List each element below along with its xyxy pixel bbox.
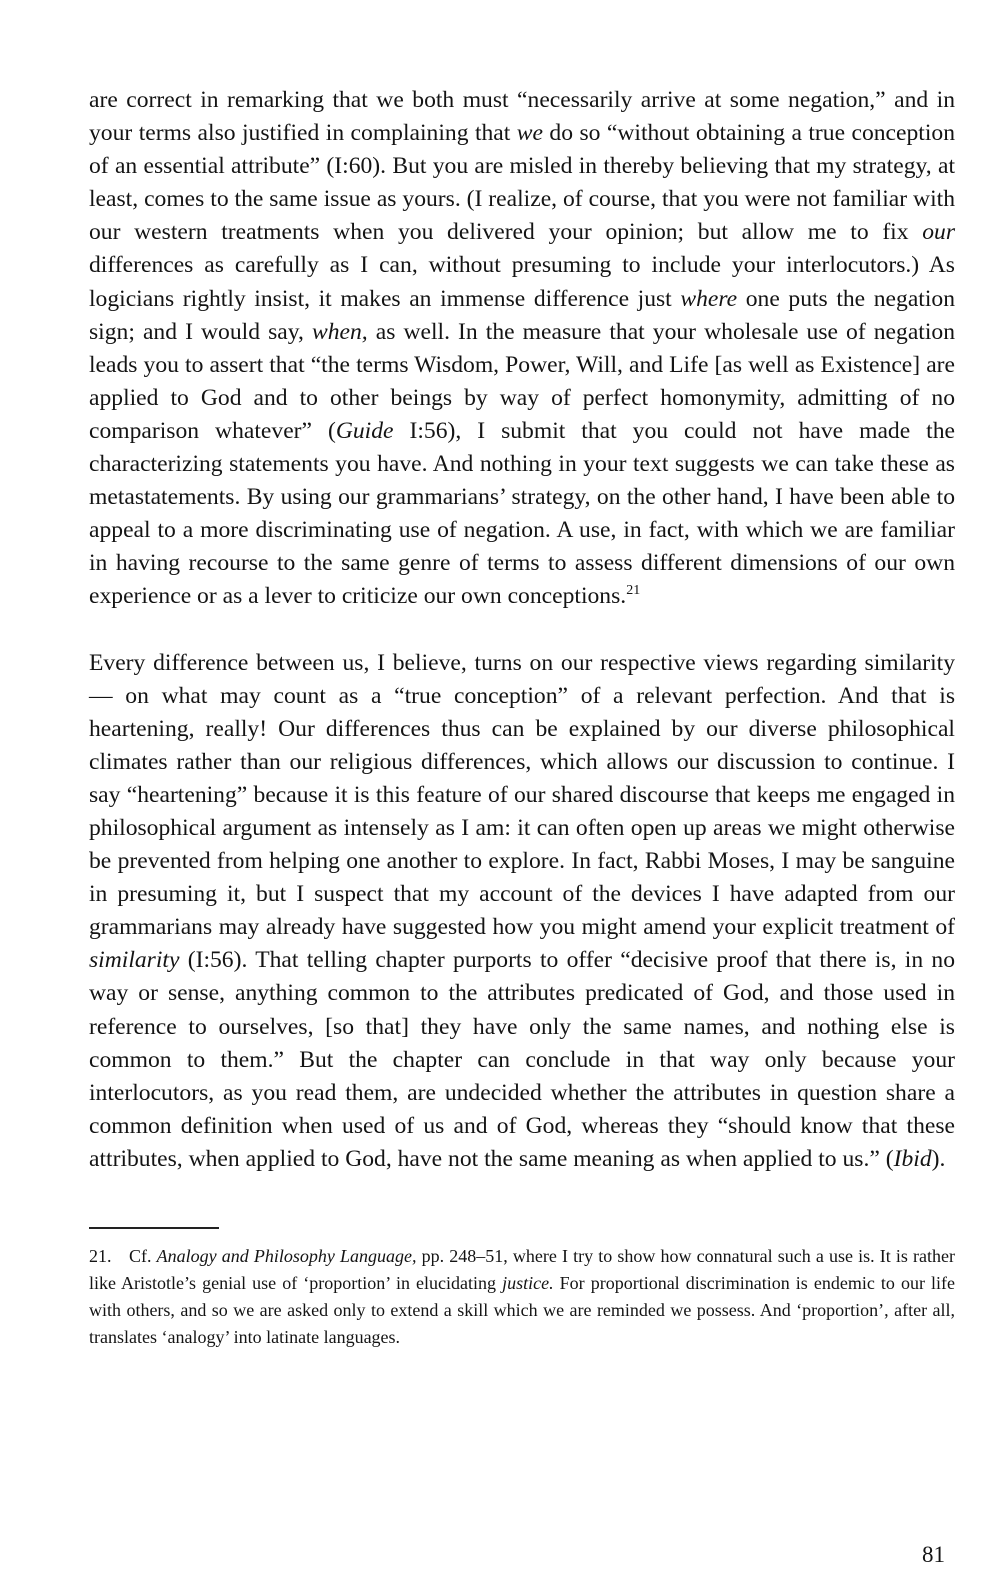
text-run: are correct in remarking that we both must “necessarily arrive at some negation,” and in your terms also justified in complaining that [89, 87, 955, 147]
page-number: 81 [922, 1542, 945, 1567]
italic-text: Ibid [893, 1145, 932, 1172]
italic-text: Guide [335, 417, 394, 444]
body-paragraph-2 [89, 647, 955, 1177]
text-run: do so “without obtaining a true conception of an essential attribute” (I:60). But you are misled in thereby believing that my strategy, at least, comes to the same issue as yours. (I realize, of course, that you were not familiar with our western treatments when you delivered your opinion; but allow me to fix [89, 120, 955, 246]
text-run: differences as carefully as I can, without presuming to include your interlocutors.) As logicians rightly insist, it makes an immense difference just [89, 252, 955, 312]
italic-text: justice. [502, 1273, 554, 1293]
text-run: (I:56). That telling chapter purports to offer “decisive proof that there is, in no way or sense, anything common to the attributes predicated of God, and those used in reference to ourselves, [so that] they have only the same names, and nothing else is common to them.” But the chapter can conclude in that way only because your interlocutors, as you read them, are undecided whether the attributes in question share a common definition when used of us and of God, whereas they “should know that these attributes, when applied to God, have not the same meaning as when applied to us.” ( [89, 947, 955, 1172]
text-run: Cf. [129, 1246, 157, 1266]
text-run: For proportional discrimination is endemic to our life with others, and so we are asked only to extend a skill which we are reminded we possess. And ‘proportion’, after all, translates ‘analogy’ into latinate languages. [89, 1273, 955, 1347]
italic-text: our [922, 219, 955, 246]
text-run: one puts the negation sign; and I would say, [89, 285, 955, 345]
footnote-number: 21. [89, 1246, 112, 1266]
footnote-divider [89, 1227, 219, 1229]
text-run: as well. In the measure that your wholesale use of negation leads you to assert that “the terms Wisdom, Power, Will, and Life [as well as Existence] are applied to God and to other beings by way of perfect homonymity, admitting of no comparison whatever” ( [89, 318, 956, 444]
footnote-21 [89, 1243, 955, 1351]
body-paragraph-1 [89, 84, 955, 614]
italic-text: when, [311, 318, 368, 345]
footnote-text [89, 1246, 955, 1347]
text-run: ). [931, 1145, 946, 1172]
document-page [89, 84, 955, 1351]
italic-text: where [680, 285, 738, 312]
text-run: Every difference between us, I believe, turns on our respective views regarding similarity — on what may count as a “true conception” of a relevant perfection. And that is heartening, really! Our differences thus can be explained by our diverse philosophical climates rather than our religious differences, which allows our discussion to continue. I say “heartening” because it is this feature of our shared discourse that keeps me engaged in philosophical argument as intensely as I am: it can often open up areas we might otherwise be prevented from helping one another to explore. In fact, Rabbi Moses, I may be sanguine in presuming it, but I suspect that my account of the devices I have adapted from our grammarians may already have suggested how you might amend your explicit treatment of [89, 649, 955, 941]
text-run: pp. 248–51, where I try to show how connatural such a use is. It is rather like Aristotle’s genial use of ‘proportion’ in elucidating [89, 1246, 955, 1293]
italic-text: Analogy and Philosophy Language, [156, 1246, 417, 1266]
footnote-reference: 21 [626, 583, 641, 599]
italic-text: similarity [89, 947, 180, 974]
italic-text: we [516, 120, 543, 147]
text-run: I:56), I submit that you could not have made the characterizing statements you have. And nothing in your text suggests we can take these as metastatements. By using our grammarians’ strategy, on the other hand, I have been able to appeal to a more discriminating use of negation. A use, in fact, with which we are familiar in having recourse to the same genre of terms to assess different dimensions of our own experience or as a lever to criticize our own conceptions. [89, 417, 955, 610]
